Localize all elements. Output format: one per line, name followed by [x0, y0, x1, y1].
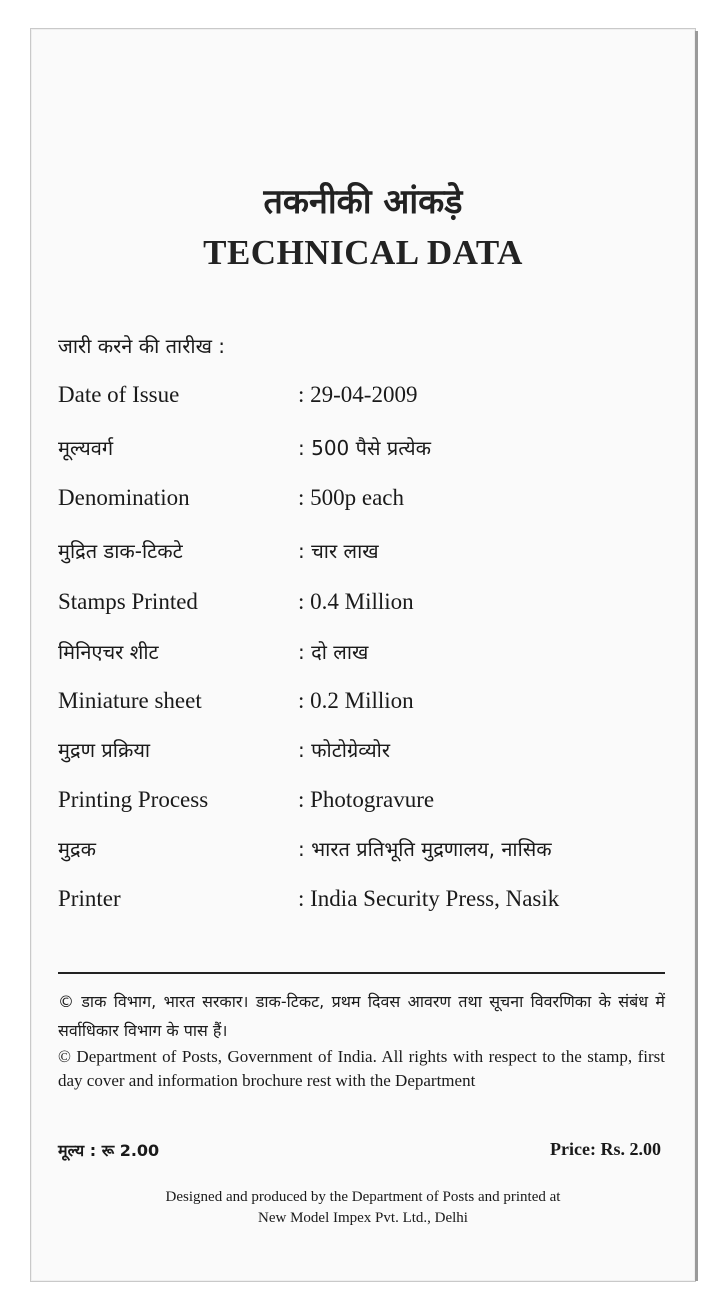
- price-hindi: मूल्य : रू 2.00: [58, 1141, 160, 1160]
- row-label: Printer: [58, 886, 121, 911]
- row-value: : 0.4 Million: [298, 589, 414, 614]
- credit-line: New Model Impex Pvt. Ltd., Delhi: [258, 1210, 468, 1226]
- row-label: मिनिएचर शीट: [58, 640, 159, 664]
- row-value: : Photogravure: [298, 787, 435, 812]
- copyright-hindi: © डाक विभाग, भारत सरकार। डाक-टिकट, प्रथम दिवस आवरण तथा सूचना विवरणिका के संबंध में सर्वाधिकार विभाग के पास हैं।: [58, 992, 665, 1040]
- credit-block: [31, 1187, 695, 1229]
- row-value: : भारत प्रतिभूति मुद्रणालय, नासिक: [298, 837, 552, 861]
- row-value: : India Security Press, Nasik: [298, 886, 560, 911]
- row-value: : 500p each: [298, 485, 405, 510]
- brochure-page: [30, 28, 696, 1282]
- row-label: मुद्रण प्रक्रिया: [58, 738, 151, 762]
- row-label: मूल्यवर्ग: [58, 436, 114, 460]
- row-value: : फोटोग्रेव्योर: [298, 738, 391, 762]
- row-label: जारी करने की तारीख :: [58, 334, 226, 358]
- row-label: मुद्रक: [58, 837, 96, 861]
- row-label: मुद्रित डाक-टिकटे: [58, 539, 183, 563]
- credit-line: Designed and produced by the Department of Posts and printed at: [165, 1189, 561, 1205]
- row-value: : 500 पैसे प्रत्येक: [298, 436, 432, 460]
- row-label: Date of Issue: [58, 382, 180, 407]
- title-english: TECHNICAL DATA: [203, 233, 523, 272]
- row-label: Denomination: [58, 485, 190, 510]
- row-value: : चार लाख: [298, 539, 379, 563]
- row-label: Miniature sheet: [58, 688, 202, 713]
- divider: [58, 972, 665, 974]
- row-value: : दो लाख: [298, 640, 369, 664]
- price-english: Price: Rs. 2.00: [550, 1139, 661, 1159]
- row-label: Printing Process: [58, 787, 209, 812]
- row-value: : 0.2 Million: [298, 688, 414, 713]
- row-label: Stamps Printed: [58, 589, 198, 614]
- copyright-english: © Department of Posts, Government of India. All rights with respect to the stamp, first day cover and information brochure rest with the Department: [58, 1047, 665, 1090]
- title-hindi: तकनीकी आंकड़े: [263, 182, 463, 222]
- row-value: : 29-04-2009: [298, 382, 418, 407]
